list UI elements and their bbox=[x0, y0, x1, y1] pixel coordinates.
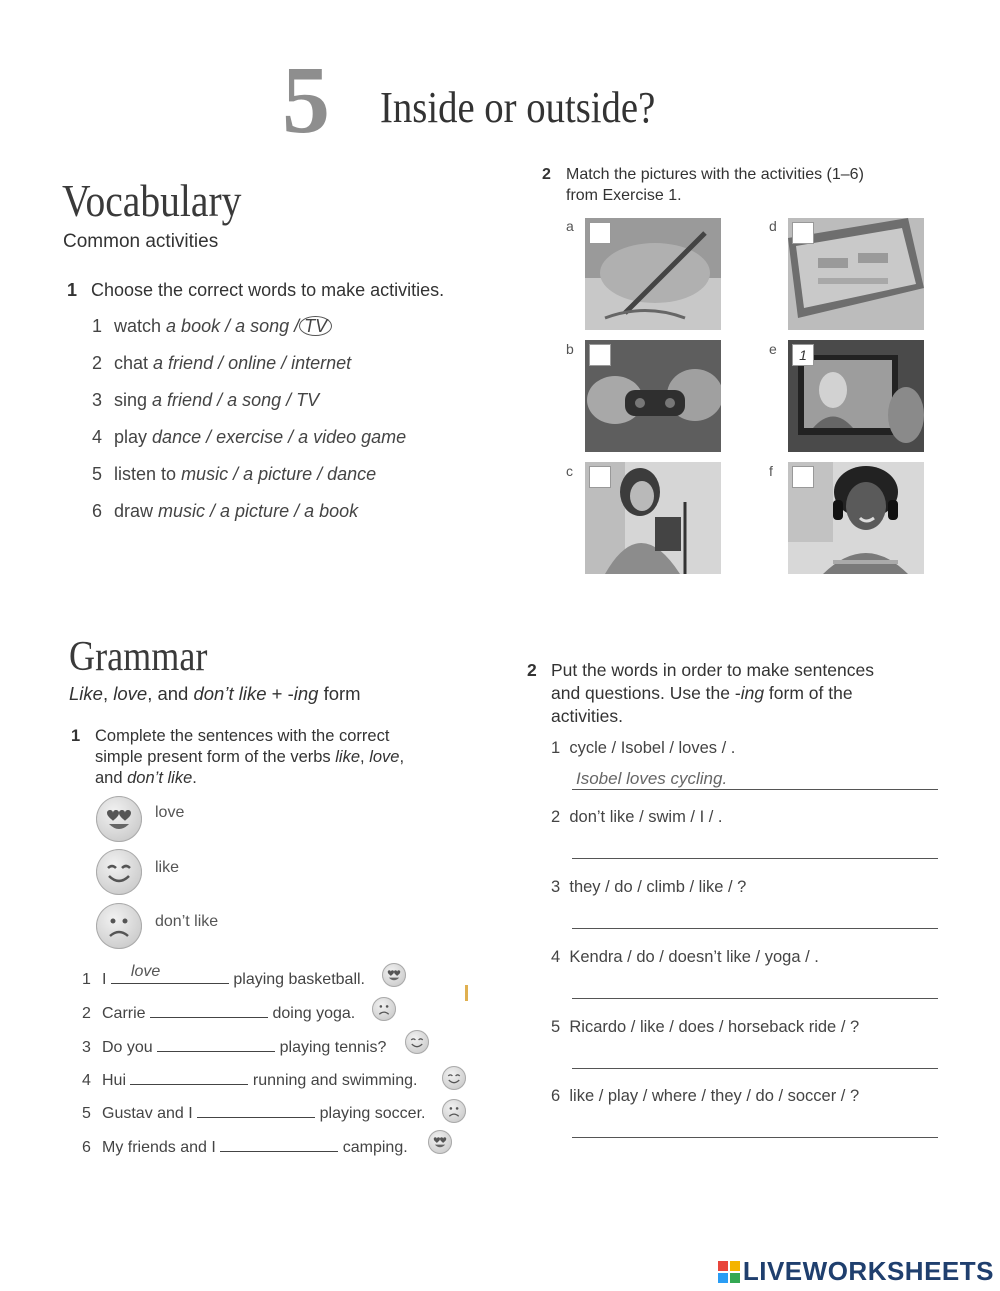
vocab-ex2-number: 2 bbox=[542, 166, 551, 183]
line2-end: form of the bbox=[764, 683, 853, 703]
vocabulary-title: Vocabulary bbox=[62, 175, 242, 226]
answer-blank[interactable] bbox=[197, 1099, 315, 1118]
answer-box-a[interactable] bbox=[589, 222, 611, 244]
frown-icon bbox=[372, 997, 396, 1021]
line2-ing: ing bbox=[740, 683, 765, 703]
picture-letter-d: d bbox=[769, 218, 777, 234]
grammar-sentence-6 bbox=[82, 1133, 408, 1158]
line3-end: . bbox=[192, 769, 197, 787]
sentence-pre: My friends and I bbox=[102, 1139, 216, 1156]
order-answer-2-line[interactable] bbox=[572, 858, 938, 859]
order-answer-5-line[interactable] bbox=[572, 1068, 938, 1069]
grammar-ex1-line2 bbox=[95, 747, 404, 768]
subtitle-ing: ing bbox=[293, 683, 319, 704]
sentence-number: 5 bbox=[82, 1105, 91, 1122]
sentence-post: playing soccer. bbox=[319, 1105, 426, 1122]
sentence-number: 1 bbox=[82, 971, 91, 988]
vocab-item-2 bbox=[92, 352, 351, 374]
sentence-post: playing tennis? bbox=[279, 1039, 387, 1056]
vocab-ex1-instruction bbox=[67, 279, 445, 301]
grammar-ex2-line3: activities. bbox=[551, 706, 623, 726]
vocab-item-6 bbox=[92, 500, 358, 522]
answer-text: love bbox=[130, 963, 161, 980]
subtitle-sep: , bbox=[102, 683, 114, 704]
item-number: 1 bbox=[92, 316, 103, 336]
grammar-ex1-number: 1 bbox=[71, 727, 81, 745]
picture-letter-b: b bbox=[566, 341, 574, 357]
subtitle-love: love bbox=[113, 683, 148, 704]
answer-blank[interactable] bbox=[157, 1033, 275, 1052]
item-number: 6 bbox=[92, 501, 103, 521]
vocab-ex1-text: Choose the correct words to make activities. bbox=[91, 280, 445, 300]
vocab-item-4 bbox=[92, 426, 406, 448]
item-options[interactable]: music / a picture / dance bbox=[181, 464, 377, 484]
answer-box-d[interactable] bbox=[792, 222, 814, 244]
sentence-pre: Gustav and I bbox=[102, 1105, 193, 1122]
order-answer-1-text: Isobel loves cycling. bbox=[576, 769, 728, 788]
item-verb: watch bbox=[114, 316, 162, 336]
heart-eyes-icon bbox=[382, 963, 406, 987]
order-answer-3-line[interactable] bbox=[572, 928, 938, 929]
grammar-ex2-line2 bbox=[551, 682, 874, 705]
subtitle-like: Like bbox=[69, 683, 103, 704]
item-verb: sing bbox=[114, 390, 148, 410]
vocab-item-1 bbox=[92, 315, 332, 337]
item-number: 2 bbox=[551, 808, 561, 826]
order-item-5 bbox=[551, 1018, 859, 1037]
circled-answer[interactable]: TV bbox=[299, 316, 332, 336]
grammar-title: Grammar bbox=[69, 634, 208, 680]
answer-box-e[interactable]: 1 bbox=[792, 344, 814, 366]
vocab-item-3 bbox=[92, 389, 319, 411]
grammar-ex1-line1: Complete the sentences with the correct bbox=[95, 727, 390, 745]
item-words: cycle / Isobel / loves / . bbox=[569, 739, 736, 757]
answer-box-f[interactable] bbox=[792, 466, 814, 488]
item-verb: play bbox=[114, 427, 148, 447]
item-words: like / play / where / they / do / soccer / ? bbox=[569, 1087, 860, 1105]
item-number: 3 bbox=[92, 390, 103, 410]
item-number: 2 bbox=[92, 353, 103, 373]
vocab-ex2-line1: Match the pictures with the activities (1–6) bbox=[566, 166, 864, 183]
answer-blank[interactable] bbox=[220, 1133, 338, 1152]
line2-mid: , bbox=[360, 748, 370, 766]
sentence-post: running and swimming. bbox=[252, 1072, 418, 1089]
sentence-pre: Do you bbox=[102, 1039, 153, 1056]
stray-mark bbox=[465, 985, 468, 1001]
grammar-ex2-instruction bbox=[527, 659, 874, 728]
grammar-sentence-1 bbox=[82, 965, 365, 990]
grammar-sentence-4 bbox=[82, 1066, 417, 1091]
vocabulary-subtitle: Common activities bbox=[63, 231, 219, 252]
item-options[interactable]: music / a picture / a book bbox=[158, 501, 359, 521]
picture-c-singing bbox=[585, 462, 721, 574]
line2-like: like bbox=[335, 748, 361, 766]
order-item-6 bbox=[551, 1087, 859, 1106]
legend-like-label: like bbox=[155, 859, 180, 876]
item-verb: draw bbox=[114, 501, 154, 521]
sentence-number: 2 bbox=[82, 1005, 91, 1022]
item-number: 4 bbox=[551, 948, 561, 966]
order-item-2 bbox=[551, 808, 722, 827]
picture-letter-a: a bbox=[566, 218, 574, 234]
item-options[interactable]: dance / exercise / a video game bbox=[152, 427, 407, 447]
answer-blank[interactable] bbox=[111, 965, 229, 984]
item-verb: chat bbox=[114, 353, 149, 373]
answer-box-c[interactable] bbox=[589, 466, 611, 488]
item-options[interactable]: a friend / a song / TV bbox=[152, 390, 320, 410]
sentence-post: camping. bbox=[342, 1139, 408, 1156]
heart-eyes-icon bbox=[428, 1130, 452, 1154]
subtitle-plus: + - bbox=[266, 683, 294, 704]
item-number: 1 bbox=[551, 739, 561, 757]
picture-f-music bbox=[788, 462, 924, 574]
logo-text: LIVEWORKSHEETS bbox=[742, 1256, 994, 1286]
item-verb: listen to bbox=[114, 464, 177, 484]
grammar-sentence-5 bbox=[82, 1099, 425, 1124]
item-number: 5 bbox=[92, 464, 103, 484]
smile-icon bbox=[96, 849, 142, 895]
picture-letter-e: e bbox=[769, 341, 777, 357]
item-options[interactable]: a friend / online / internet bbox=[153, 353, 352, 373]
sentence-pre: Carrie bbox=[102, 1005, 146, 1022]
item-number: 5 bbox=[551, 1018, 561, 1036]
picture-letter-f: f bbox=[769, 463, 773, 479]
line2-end: , bbox=[399, 748, 405, 766]
picture-b-gaming bbox=[585, 340, 721, 452]
item-words: they / do / climb / like / ? bbox=[569, 878, 747, 896]
sentence-pre: I bbox=[102, 971, 107, 988]
item-words: Ricardo / like / does / horseback ride / ? bbox=[569, 1018, 860, 1036]
order-answer-4-line[interactable] bbox=[572, 998, 938, 999]
sentence-pre: Hui bbox=[102, 1072, 127, 1089]
line2-pre: simple present form of the verbs bbox=[95, 748, 336, 766]
smile-icon bbox=[405, 1030, 429, 1054]
unit-title: Inside or outside? bbox=[380, 83, 656, 132]
item-number: 6 bbox=[551, 1087, 561, 1105]
answer-blank[interactable] bbox=[130, 1066, 248, 1085]
grammar-ex1-instruction bbox=[71, 726, 405, 789]
line2-pre: and questions. Use the - bbox=[551, 683, 741, 703]
grammar-subtitle bbox=[69, 683, 361, 705]
item-options: a book / a song / bbox=[166, 316, 300, 336]
order-answer-1-line[interactable] bbox=[572, 789, 938, 790]
vocab-ex2-instruction bbox=[542, 164, 864, 206]
answer-box-b[interactable] bbox=[589, 344, 611, 366]
item-number: 4 bbox=[92, 427, 103, 447]
picture-a-drawing bbox=[585, 218, 721, 330]
liveworksheets-logo[interactable] bbox=[718, 1256, 994, 1287]
item-number: 3 bbox=[551, 878, 561, 896]
grammar-sentence-3 bbox=[82, 1033, 386, 1058]
frown-icon bbox=[442, 1099, 466, 1123]
vocab-ex2-line2: from Exercise 1. bbox=[566, 187, 682, 204]
legend-love-label: love bbox=[155, 804, 185, 821]
grammar-ex2-number: 2 bbox=[527, 660, 537, 680]
subtitle-dont-like: don’t like bbox=[193, 683, 267, 704]
item-words: don’t like / swim / I / . bbox=[569, 808, 723, 826]
order-item-1 bbox=[551, 739, 735, 758]
unit-number: 5 bbox=[282, 46, 328, 153]
picture-d-laptop bbox=[788, 218, 924, 330]
answer-blank[interactable] bbox=[150, 999, 268, 1018]
vocab-ex1-number: 1 bbox=[67, 280, 78, 300]
order-item-3 bbox=[551, 878, 746, 897]
picture-e-tv bbox=[788, 340, 924, 452]
liveworksheets-logo-icon bbox=[718, 1261, 740, 1283]
frown-icon bbox=[96, 903, 142, 949]
sentence-post: playing basketball. bbox=[233, 971, 365, 988]
sentence-number: 3 bbox=[82, 1039, 91, 1056]
line2-love: love bbox=[369, 748, 400, 766]
sentence-number: 6 bbox=[82, 1139, 91, 1156]
item-words: Kendra / do / doesn’t like / yoga / . bbox=[569, 948, 819, 966]
legend-dont-like-label: don’t like bbox=[155, 913, 219, 930]
vocab-item-5 bbox=[92, 463, 376, 485]
smile-icon bbox=[442, 1066, 466, 1090]
order-item-4 bbox=[551, 948, 819, 967]
grammar-sentence-2 bbox=[82, 999, 355, 1024]
grammar-ex2-line1: Put the words in order to make sentences bbox=[551, 660, 874, 680]
subtitle-and: , and bbox=[147, 683, 194, 704]
line3-dont-like: don’t like bbox=[127, 769, 193, 787]
grammar-ex1-line3 bbox=[95, 768, 404, 789]
sentence-number: 4 bbox=[82, 1072, 91, 1089]
sentence-post: doing yoga. bbox=[272, 1005, 356, 1022]
heart-eyes-icon bbox=[96, 796, 142, 842]
order-answer-6-line[interactable] bbox=[572, 1137, 938, 1138]
subtitle-form: form bbox=[318, 683, 361, 704]
line3-pre: and bbox=[95, 769, 128, 787]
picture-letter-c: c bbox=[566, 463, 573, 479]
